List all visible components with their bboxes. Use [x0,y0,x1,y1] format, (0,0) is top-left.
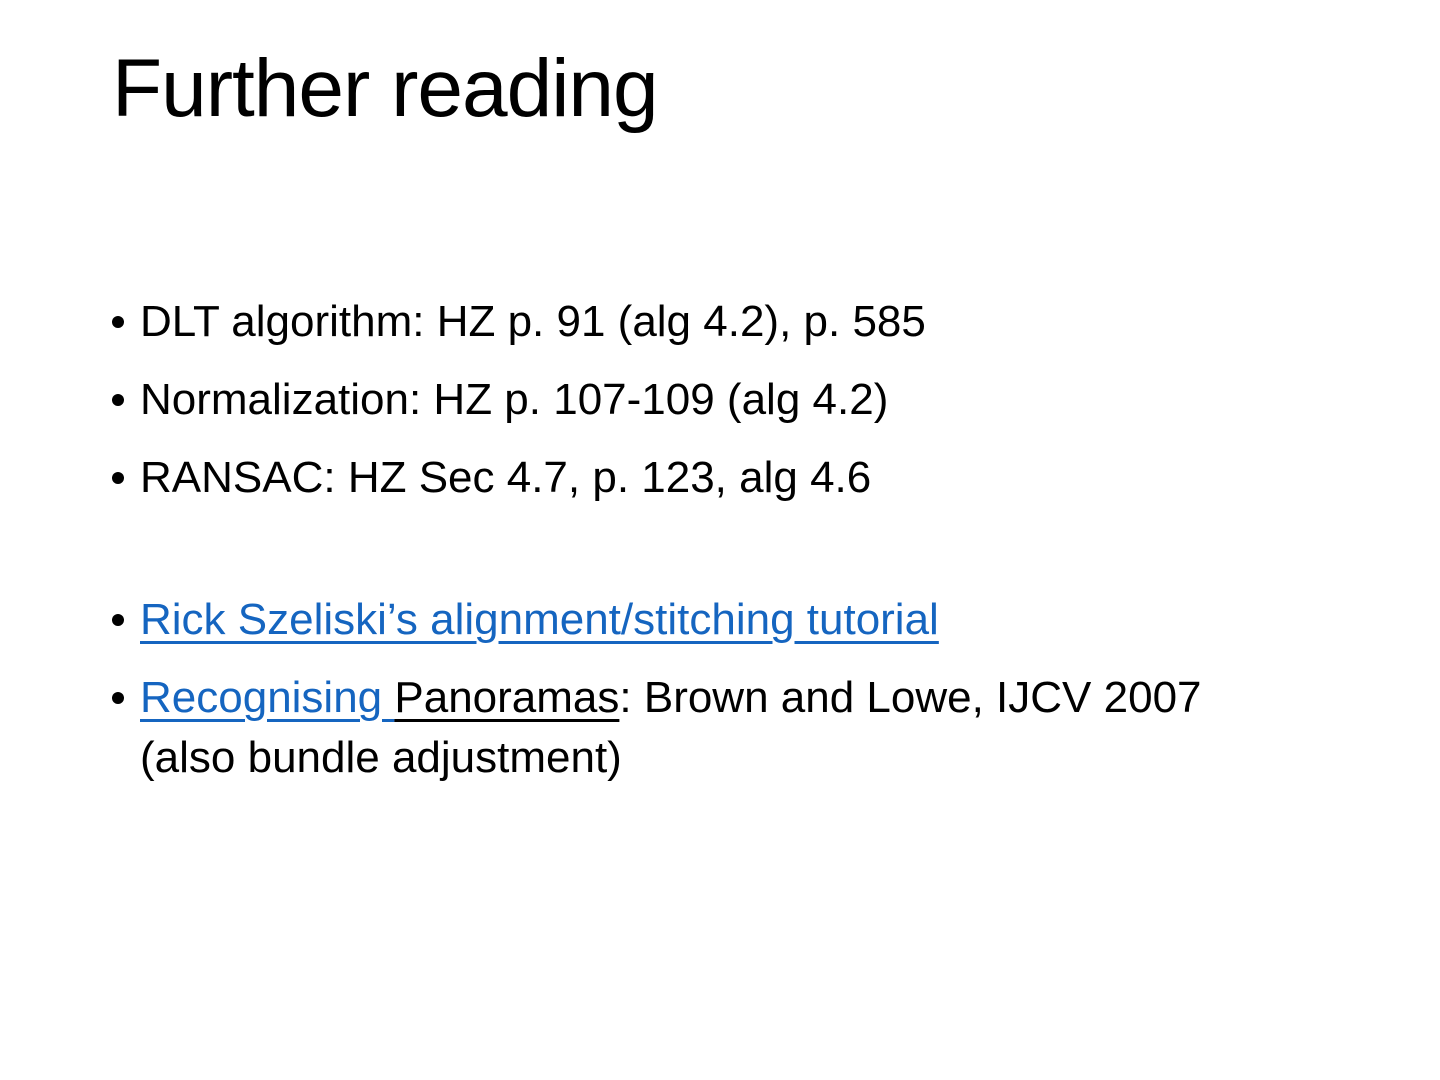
bullet-icon [112,692,124,704]
szeliski-tutorial-link[interactable]: Rick Szeliski’s alignment/stitching tutorial [140,595,939,644]
bullet-icon [112,316,124,328]
blank-line [112,526,1382,590]
bullet-text-ransac: RANSAC: HZ Sec 4.7, p. 123, alg 4.6 [140,453,872,502]
bullet-icon [112,472,124,484]
panoramas-underlined-text: Panoramas [394,673,620,722]
bullet-text-recognising-panoramas [140,668,1202,788]
bullet-icon [112,614,124,626]
list-item [112,292,1382,352]
recognising-link[interactable]: Recognising [140,673,395,722]
bullet-list [112,292,1382,806]
list-item [112,448,1382,508]
list-item [112,590,1382,650]
bullet-text-szeliski [140,590,939,650]
bullet-text-dlt: DLT algorithm: HZ p. 91 (alg 4.2), p. 585 [140,297,926,346]
citation-line2: (also bundle adjustment) [140,733,622,782]
bullet-icon [112,394,124,406]
list-item [112,668,1382,788]
bullet-text-normalization: Normalization: HZ p. 107-109 (alg 4.2) [140,375,889,424]
citation-text: : Brown and Lowe, IJCV 2007 [619,673,1202,722]
list-item [112,370,1382,430]
slide-title: Further reading [112,43,658,134]
